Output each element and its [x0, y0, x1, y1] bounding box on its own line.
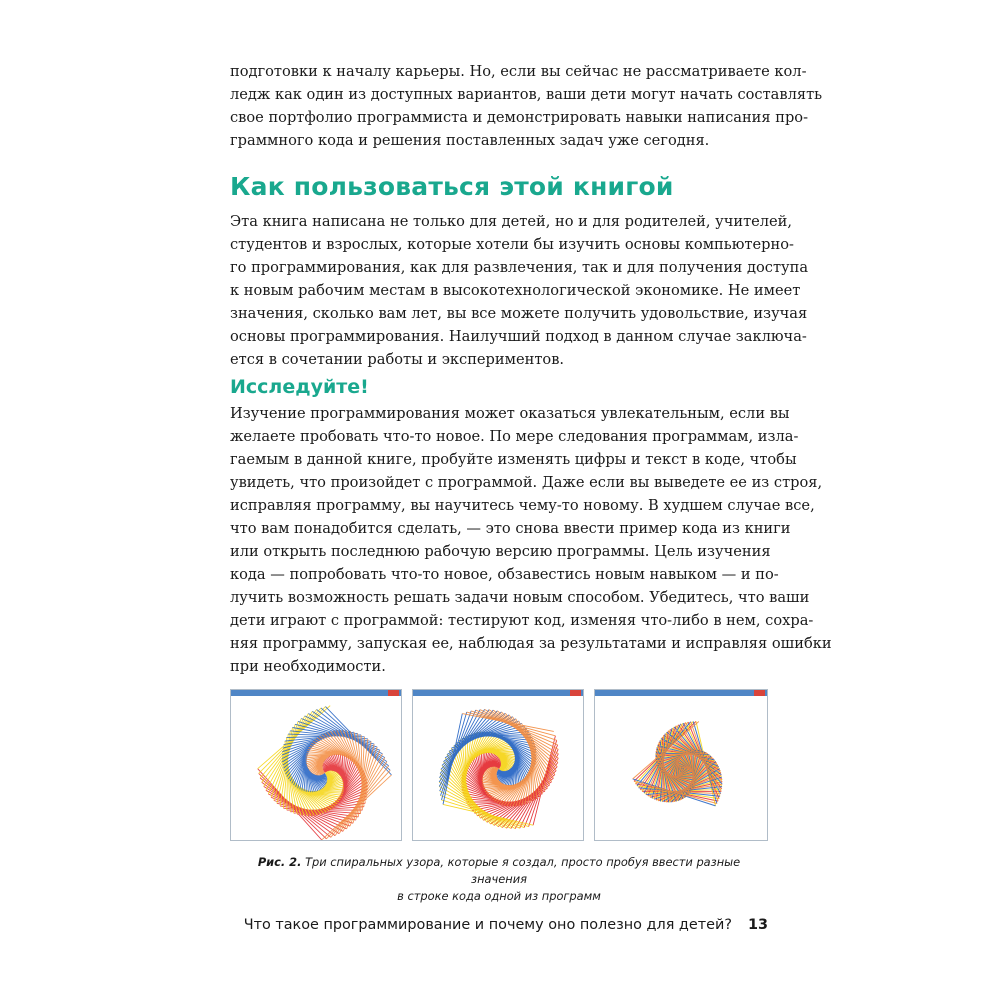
- caption-label: Рис. 2.: [257, 855, 302, 869]
- text-line: к новым рабочим местам в высокотехнологической экономике. Не имеет: [230, 282, 801, 299]
- subsection-paragraph: [230, 402, 832, 678]
- text-line: лучить возможность решать задачи новым способом. Убедитесь, что ваши: [230, 589, 810, 606]
- text-line: при необходимости.: [230, 658, 386, 675]
- text-line: основы программирования. Наилучший подход в данном случае заключа-: [230, 328, 807, 345]
- spiral-window-1: [230, 689, 402, 841]
- caption-text-1: Три спиральных узора, которые я создал, просто пробуя ввести разные значения: [305, 855, 741, 886]
- text-line: желаете пробовать что-то новое. По мере следования программам, изла-: [230, 428, 799, 445]
- subsection-heading: Исследуйте!: [230, 376, 369, 398]
- spiral-pattern-2: [413, 696, 584, 841]
- text-line: кода — попробовать что-то новое, обзавестись новым навыком — и по-: [230, 566, 779, 583]
- text-line: ется в сочетании работы и экспериментов.: [230, 351, 565, 368]
- caption-text-2: в строке кода одной из программ: [397, 889, 601, 903]
- section-heading: Как пользоваться этой книгой: [230, 172, 674, 201]
- text-line: увидеть, что произойдет с программой. Даже если вы выведете ее из строя,: [230, 474, 823, 491]
- text-line: Изучение программирования может оказаться увлекательным, если вы: [230, 405, 790, 422]
- text-line: студентов и взрослых, которые хотели бы изучить основы компьютерно-: [230, 236, 794, 253]
- text-line: дети играют с программой: тестируют код, изменяя что-либо в нем, сохра-: [230, 612, 814, 629]
- running-title: Что такое программирование и почему оно полезно для детей?: [243, 917, 732, 933]
- page-footer: [230, 917, 768, 933]
- text-line: граммного кода и решения поставленных задач уже сегодня.: [230, 132, 710, 149]
- text-line: свое портфолио программиста и демонстрировать навыки написания про-: [230, 109, 809, 126]
- spiral-pattern-3: [595, 696, 768, 841]
- spiral-pattern-1: [231, 696, 402, 841]
- text-line: исправляя программу, вы научитесь чему-то новому. В худшем случае все,: [230, 497, 815, 514]
- spiral-window-3: [594, 689, 768, 841]
- page-number: 13: [747, 917, 768, 933]
- text-line: гаемым в данной книге, пробуйте изменять цифры и текст в коде, чтобы: [230, 451, 797, 468]
- text-line: что вам понадобится сделать, — это снова ввести пример кода из книги: [230, 520, 791, 537]
- text-line: ледж как один из доступных вариантов, ваши дети могут начать составлять: [230, 86, 823, 103]
- text-line: или открыть последнюю рабочую версию программы. Цель изучения: [230, 543, 771, 560]
- text-line: Эта книга написана не только для детей, но и для родителей, учителей,: [230, 213, 793, 230]
- section-paragraph: [230, 210, 809, 371]
- text-line: го программирования, как для развлечения, так и для получения доступа: [230, 259, 809, 276]
- text-line: няя программу, запуская ее, наблюдая за результатами и исправляя ошибки: [230, 635, 832, 652]
- figure-caption: [230, 854, 768, 905]
- text-line: подготовки к началу карьеры. Но, если вы сейчас не рассматриваете кол-: [230, 63, 807, 80]
- intro-paragraph: [230, 60, 823, 152]
- spiral-window-2: [412, 689, 584, 841]
- text-line: значения, сколько вам лет, вы все можете получить удовольствие, изучая: [230, 305, 808, 322]
